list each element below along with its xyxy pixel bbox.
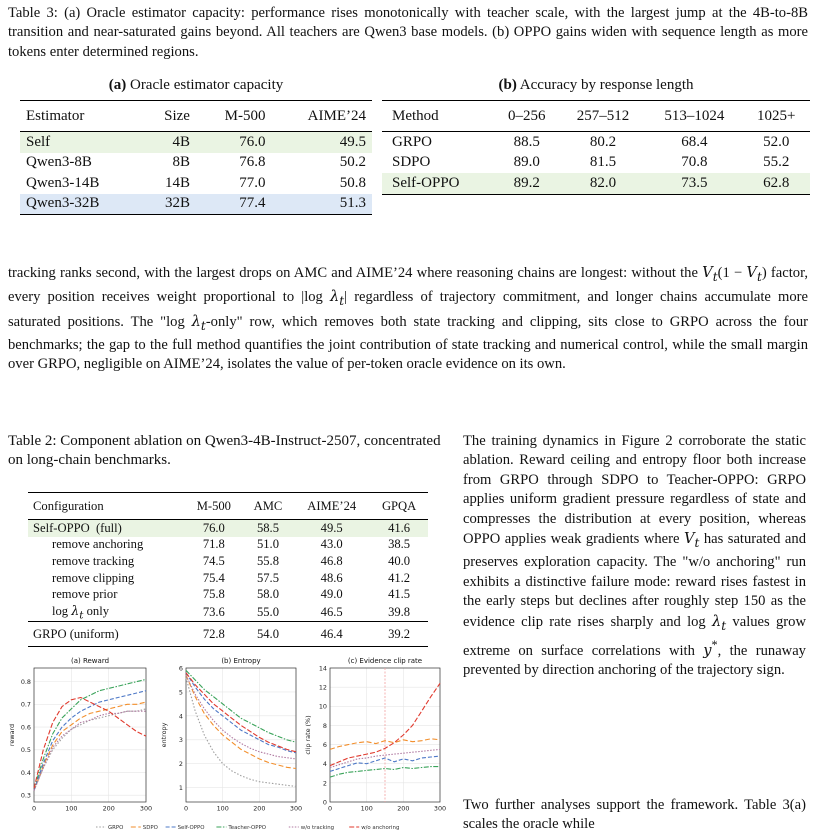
- table-cell: 14B: [164, 174, 190, 191]
- table-cell: 80.2: [589, 133, 617, 150]
- table-cell: 71.8: [202, 537, 225, 552]
- y-tick-label: 0.8: [20, 678, 31, 687]
- table-cell: 89.0: [513, 154, 540, 171]
- y-tick-label: 3: [178, 736, 183, 745]
- table-cell: 55.8: [256, 553, 279, 568]
- right-column-paragraph: The training dynamics in Figure 2 corroborate the static ablation. Reward ceiling and entropy floor both increase from GRPO through SDPO to Teacher-OPPO: GRPO applies uniform gradient pressure regardless of state and compresses the distribution at every position, whereas OPPO applies weak gradients where $V_t$ has saturated and preserves exploration capacity. The "w/o anchoring" run exhibits a distinctive failure mode: reward rises fastest in the early steps but declines after roughly step 150 as the evidence clip rate rises sharply and $\log \lambda_t$ values grow extreme on surface correlations with y*, the runaway prevented by direction anchoring of the trajectory sign.: [463, 433, 806, 679]
- table-cell: 39.2: [388, 626, 411, 641]
- table-cell: 76.8: [239, 154, 266, 171]
- table-cell: remove prior: [52, 587, 118, 602]
- col-header: Method: [392, 107, 439, 124]
- table-row: [20, 132, 372, 153]
- legend-label: w/o tracking: [300, 825, 335, 831]
- col-header: 257–512: [576, 107, 630, 124]
- y-tick-label: 0.6: [20, 723, 31, 732]
- table-header-row: [20, 101, 372, 132]
- legend-label: SDPO: [142, 825, 158, 831]
- chart-title: (b) Entropy: [221, 657, 261, 665]
- table-cell: Qwen3-14B: [26, 174, 100, 191]
- table-cell: 49.5: [320, 520, 343, 535]
- table3b: [382, 77, 810, 195]
- table-cell: 82.0: [589, 174, 617, 191]
- y-axis-label: reward: [8, 723, 16, 747]
- table-row: [382, 173, 810, 194]
- table-cell: 62.8: [763, 174, 790, 191]
- table-cell: 76.0: [202, 520, 225, 535]
- col-header: Estimator: [26, 107, 85, 124]
- table-cell: 58.0: [256, 587, 279, 602]
- x-tick-label: 300: [139, 804, 153, 813]
- table-row: [28, 537, 428, 554]
- table-cell: remove clipping: [52, 570, 135, 585]
- table-cell: 75.8: [202, 587, 225, 602]
- table-cell: 68.4: [681, 133, 708, 150]
- table-cell: 77.4: [239, 195, 266, 212]
- table-row: [20, 153, 372, 174]
- table-cell: 73.5: [681, 174, 708, 191]
- series-line-teacher-oppo: [34, 679, 146, 788]
- body-paragraph: tracking ranks second, with the largest drops on AMC and AIME’24 where reasoning chains are longest: without the $V_t(1 - V_t)$ factor, every position receives weight proportional to |log $\lambda_t|$ regardless of trajectory commitment, and longer chains accumulate more saturated positions. The "log $\lambda_t$-only" row, which removes both state tracking and clipping, sits close to GRPO across the four benchmarks; the gap to the full method quantifies the joint contribution of state tracking and numerical control, while the small margin over GRPO, negligible on AIME’24, isolates the value of per-token oracle evidence on its own.: [8, 264, 809, 373]
- table-cell: 49.0: [320, 587, 343, 602]
- table-cell: 38.5: [388, 537, 411, 552]
- y-tick-label: 0.7: [20, 700, 31, 709]
- table-cell: 43.0: [320, 537, 343, 552]
- table3-caption: Table 3: (a) Oracle estimator capacity: performance rises monotonically with teacher scale, with the largest jump at the 4B-to-8B transition and near-saturated gains beyond. All teachers are Qwen3 base models. (b) OPPO gains widen with sequence length as more tokens enter determined regions.: [8, 5, 808, 60]
- table-row: [382, 153, 810, 174]
- table-cell: 50.8: [339, 174, 366, 191]
- table-cell: 57.5: [256, 570, 279, 585]
- y-tick-label: 0: [322, 798, 327, 807]
- col-header: M-500: [196, 498, 231, 513]
- legend-label: Teacher-OPPO: [228, 825, 267, 831]
- legend-label: GRPO: [108, 825, 124, 831]
- table-cell: 48.6: [320, 570, 343, 585]
- col-header: M-500: [224, 107, 266, 124]
- col-header: 513–1024: [664, 107, 725, 124]
- table-header-row: [382, 101, 810, 132]
- table-cell: 73.6: [202, 604, 225, 619]
- legend-label: w/o anchoring: [361, 825, 400, 831]
- series-line-grpo: [186, 678, 296, 787]
- table-cell: 8B: [172, 154, 190, 171]
- x-tick-label: 100: [216, 804, 229, 813]
- x-tick-label: 0: [31, 804, 37, 813]
- y-tick-label: 5: [178, 688, 183, 697]
- y-tick-label: 10: [318, 702, 327, 711]
- table-row: [382, 132, 810, 153]
- series-line-teacher-oppo: [330, 767, 440, 778]
- table-header-row: [28, 493, 428, 520]
- x-tick-label: 200: [253, 804, 266, 813]
- y-tick-label: 2: [178, 760, 183, 769]
- table3a-title: (a) Oracle estimator capacity: [108, 77, 284, 93]
- y-tick-label: 0.5: [20, 746, 31, 755]
- x-tick-label: 0: [327, 804, 333, 813]
- table-row: [28, 520, 428, 537]
- col-header: AIME’24: [307, 107, 366, 124]
- table3b-table: [382, 100, 810, 195]
- col-header: GPQA: [381, 498, 417, 513]
- y-axis-label: entropy: [160, 722, 168, 748]
- col-header: AMC: [253, 498, 283, 513]
- table-cell: remove tracking: [52, 553, 135, 568]
- x-tick-label: 100: [360, 804, 373, 813]
- table3b-title: (b) Accuracy by response length: [498, 77, 694, 93]
- col-header: 0–256: [508, 107, 546, 124]
- series-line-w-o-tracking: [34, 711, 146, 790]
- table-cell: 88.5: [513, 133, 540, 150]
- legend-label: Self-OPPO: [177, 825, 205, 831]
- table-cell: 54.0: [256, 626, 279, 641]
- table-cell: 39.8: [388, 604, 411, 619]
- right-column-paragraph-2: Two further analyses support the framework. Table 3(a) scales the oracle while: [463, 797, 806, 833]
- table-row: [20, 194, 372, 215]
- y-tick-label: 12: [318, 683, 327, 692]
- table2-caption: Table 2: Component ablation on Qwen3-4B-Instruct-2507, concentrated on long-chain benchmarks.: [8, 433, 441, 468]
- table-cell: 4B: [172, 133, 190, 150]
- series-line-sdpo: [34, 702, 146, 791]
- table-row: [28, 622, 428, 647]
- series-line-sdpo: [186, 675, 296, 768]
- table-cell: SDPO: [392, 154, 431, 171]
- table-cell: 32B: [164, 195, 190, 212]
- table-cell: GRPO: [392, 133, 433, 150]
- table-cell: 46.8: [320, 553, 343, 568]
- table-cell: 46.4: [320, 626, 343, 641]
- table-cell: 76.0: [239, 133, 266, 150]
- col-header: 1025+: [757, 107, 796, 124]
- table-cell: Self-OPPO: [392, 174, 460, 191]
- y-tick-label: 0.3: [20, 791, 31, 800]
- table3a: [20, 77, 372, 215]
- table-cell: 49.5: [339, 133, 366, 150]
- col-header: Configuration: [33, 498, 104, 513]
- table-cell: Self-OPPO (full): [33, 520, 122, 535]
- y-tick-label: 4: [322, 760, 327, 769]
- series-line-self-oppo: [34, 691, 146, 791]
- col-header: Size: [164, 107, 190, 124]
- table-cell: 50.2: [339, 154, 366, 171]
- table-cell: 51.0: [256, 537, 279, 552]
- x-tick-label: 200: [102, 804, 115, 813]
- table-cell: 52.0: [763, 133, 790, 150]
- table-cell: 72.8: [202, 626, 225, 641]
- table-cell: 77.0: [239, 174, 266, 191]
- y-tick-label: 2: [322, 779, 327, 788]
- table-cell: 55.0: [256, 604, 279, 619]
- table-row: [28, 586, 428, 603]
- table-row: [20, 173, 372, 194]
- axes-frame: [34, 668, 146, 802]
- table-cell: 41.5: [388, 587, 411, 602]
- table-cell: GRPO (uniform): [33, 626, 119, 641]
- col-header: AIME’24: [307, 498, 357, 513]
- table-cell: $\log \lambda_t$ only: [52, 602, 110, 622]
- chart-title: (c) Evidence clip rate: [347, 657, 423, 665]
- table-cell: 81.5: [589, 154, 617, 171]
- y-tick-label: 6: [178, 664, 183, 673]
- y-tick-label: 6: [322, 740, 327, 749]
- table-cell: 51.3: [339, 195, 366, 212]
- table2-table: [28, 492, 428, 647]
- table-cell: 55.2: [763, 154, 790, 171]
- chart-title: (a) Reward: [70, 657, 110, 665]
- table-cell: 70.8: [681, 154, 708, 171]
- series-line-self-oppo: [186, 673, 296, 753]
- table-row: [28, 553, 428, 570]
- y-tick-label: 8: [322, 721, 327, 730]
- table-cell: 41.2: [388, 570, 411, 585]
- table-cell: 40.0: [388, 553, 411, 568]
- y-tick-label: 4: [178, 712, 183, 721]
- x-tick-label: 300: [289, 804, 303, 813]
- y-tick-label: 14: [318, 664, 327, 673]
- table-cell: 89.2: [513, 174, 540, 191]
- table-cell: Qwen3-32B: [26, 195, 100, 212]
- table-cell: Self: [26, 133, 51, 150]
- x-tick-label: 200: [397, 804, 410, 813]
- y-tick-label: 0.4: [20, 768, 31, 777]
- y-tick-label: 1: [178, 784, 183, 793]
- table-cell: Qwen3-8B: [26, 154, 92, 171]
- x-tick-label: 0: [183, 804, 189, 813]
- table-cell: 75.4: [202, 570, 225, 585]
- training-dynamics-figure: [0, 652, 452, 835]
- axes-frame: [186, 668, 296, 802]
- table-row: [28, 570, 428, 587]
- table-cell: 74.5: [202, 553, 225, 568]
- x-tick-label: 100: [65, 804, 78, 813]
- table3a-table: [20, 100, 372, 215]
- table-cell: 58.5: [256, 520, 279, 535]
- table-row: [28, 603, 428, 622]
- table-cell: 41.6: [388, 520, 411, 535]
- table-cell: remove anchoring: [52, 537, 144, 552]
- y-axis-label: clip rate (%): [304, 715, 312, 755]
- table-cell: 46.5: [320, 604, 343, 619]
- x-tick-label: 300: [433, 804, 447, 813]
- table2: [28, 492, 428, 647]
